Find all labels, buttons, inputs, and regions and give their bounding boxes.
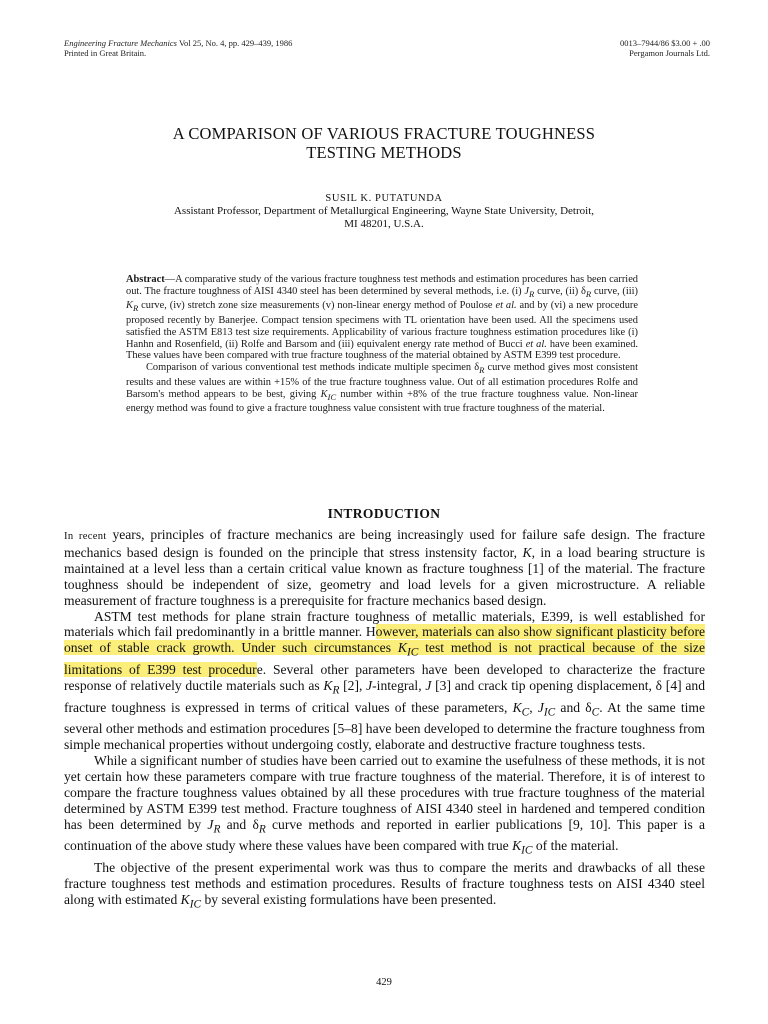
title-line-1: A COMPARISON OF VARIOUS FRACTURE TOUGHNESS: [172, 124, 596, 143]
abstract-label: Abstract: [126, 274, 165, 285]
publisher: Pergamon Journals Ltd.: [629, 48, 710, 58]
affiliation-line-1: Assistant Professor, Department of Metallurgical Engineering, Wayne State University, Detroit,: [173, 205, 595, 217]
introduction-body: [64, 527, 705, 913]
journal-name: Engineering Fracture Mechanics: [64, 38, 177, 48]
printed-note: Printed in Great Britain.: [64, 48, 147, 58]
abstract: [126, 274, 638, 415]
intro-paragraph-4: The objective of the present experimental work was thus to compare the merits and drawbacks of all these fracture toughness test methods and estimation procedures. Results of fracture toughness tests on AISI 4340 steel along with estimated $K_{IC}$ by several existing formulations have been presented.: [64, 859, 705, 911]
abstract-paragraph-1: Abstract—A comparative study of the various fracture toughness test methods and estimation procedures has been carried out. The fracture toughness of AISI 4340 steel has been determined by several methods, i.e. (i) $J_R$ curve, (ii) $\delta_R$ curve, (iii) $K_R$ curve, (iv) stretch zone size measurements (v) non-linear energy method of Poulose et al. and by (vi) a new procedure proposed recently by Banerjee. Compact tension specimens with TL orientation have been used. All the specimens used satisfied the ASTM E813 test size requirements. Applicability of various fracture toughness estimation procedures like (i) Hanhn and Rosenfield, (ii) Rolfe and Barsom and (iii) equivalent energy rate method of Bucci et al. have been examined. These values have been compared with true fracture toughness of the material obtained by ASTM E399 test procedure.: [126, 274, 639, 362]
intro-paragraph-3: While a significant number of studies have been carried out to examine the usefulness of these methods, it is not yet certain how these parameters compare with true fracture toughness of the material. Therefore, it is of interest to compare the fracture toughness values obtained by all these procedures with true fracture toughness of the material determined by ASTM E399 test method. Fracture toughness of AISI 4340 steel in hardened and tempered condition has been determined by $J_R$ and $\delta_R$ curve methods and reported in earlier publications [9, 10]. This paper is a continuation of the above study where these values have been compared with true $K_{IC}$ of the material.: [64, 752, 705, 857]
section-heading-introduction: INTRODUCTION: [327, 506, 441, 521]
paper-title: [0, 124, 768, 162]
author-affiliation: [118, 205, 650, 231]
highlighted-passage: owever, materials can also show significant plasticity before onset of stable crack growth. Under such circumstances $K_{IC}$ test method is not practical because of the size limitations of E399 test procedur: [64, 624, 705, 677]
page-number: 429: [376, 977, 392, 988]
affiliation-line-2: MI 48201, U.S.A.: [344, 218, 424, 230]
volume-info: Vol 25, No. 4, pp. 429–439, 1986: [178, 38, 293, 48]
intro-paragraph-2: ASTM test methods for plane strain fracture toughness of metallic materials, E399, is well established for materials which fail predominantly in a brittle manner. However, materials can also show significant plasticity before onset of stable crack growth. Under such circumstances $K_{IC}$ test method is not practical because of the size limitations of E399 test procedure. Several other parameters have been developed to characterize the fracture response of relatively ductile materials such as $K_R$ [2], J-integral, J [3] and crack tip opening displacement, δ [4] and fracture toughness is expressed in terms of critical values of these parameters, $K_C$, $J_{IC}$ and $\delta_C$. At the same time several other methods and estimation procedures [5–8] have been developed to determine the fracture toughness from simple mechanical properties without undergoing costly, elaborate and destructive fracture toughness tests.: [64, 608, 706, 753]
intro-paragraph-1: In recent years, principles of fracture mechanics are being increasingly used for failure safe design. The fracture mechanics based design is founded on the principle that stress instensity factor, K, in a load bearing structure is maintained at a level less than a certain critical value known as fracture toughness [1] of the material. The fracture toughness should be independent of size, geometry and load levels for a given microstructure. A reliable measurement of fracture toughness is a prerequisite for fracture mechanics based design.: [64, 527, 705, 608]
title-line-2: TESTING METHODS: [306, 143, 462, 162]
author-name: SUSIL K. PUTATUNDA: [325, 193, 443, 204]
abstract-paragraph-2: Comparison of various conventional test methods indicate multiple specimen $\delta_R$ curve method gives most consistent results and these values are within +15% of the true fracture toughness value. Out of all estimation procedures Rolfe and Barsom's method appears to be best, giving $K_{IC}$ number within +8% of the true fracture toughness value. Non-linear energy method was found to give a fracture toughness value consistent with true fracture toughness of the material.: [126, 362, 638, 415]
running-header-right: [620, 38, 710, 58]
article-code: 0013–7944/86 $3.00 + .00: [619, 38, 710, 48]
running-header-left: [64, 38, 292, 58]
